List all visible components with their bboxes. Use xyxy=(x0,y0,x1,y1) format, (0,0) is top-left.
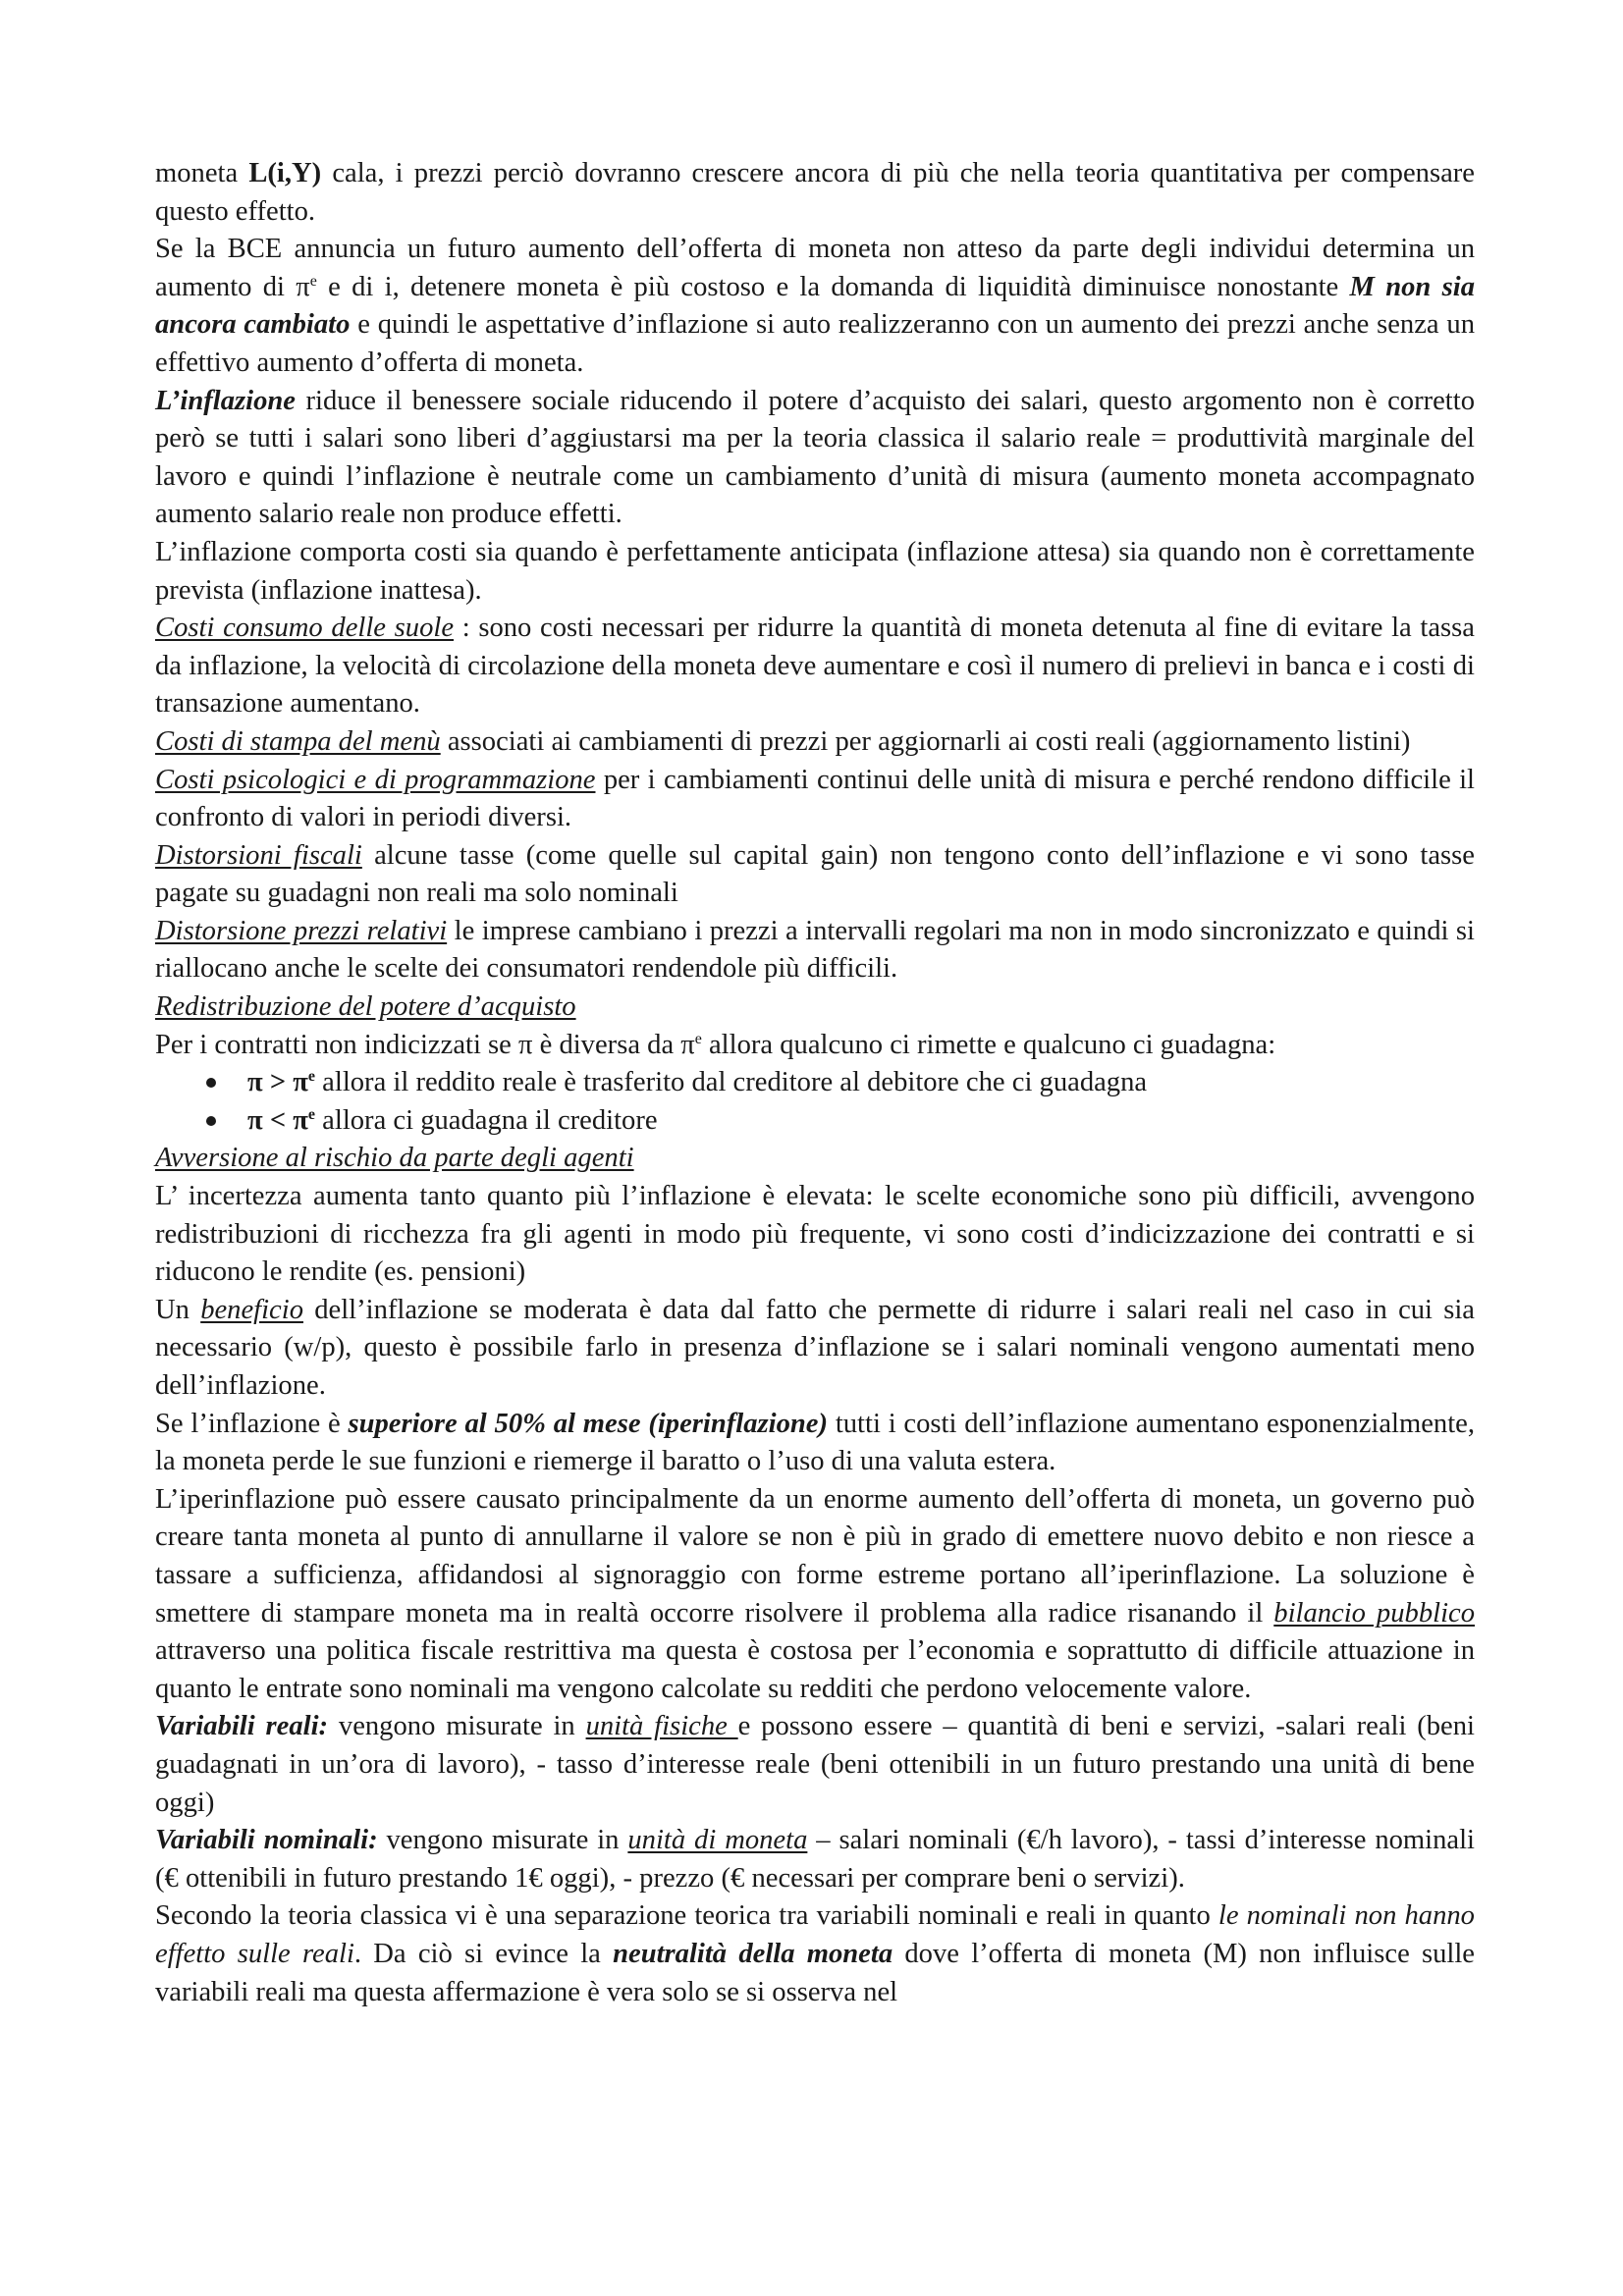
text: Per i contratti non indicizzati se π è diversa da π xyxy=(155,1029,695,1060)
text: allora qualcuno ci rimette e qualcuno ci guadagna: xyxy=(701,1029,1276,1060)
emphasis: le nominali non hanno effetto sulle reali xyxy=(155,1900,1475,1969)
text: e quindi le aspettative d’inflazione si auto realizzeranno con un aumento dei prezzi anche senza un effettivo aumento d’offerta di moneta. xyxy=(155,309,1475,378)
text: associati ai cambiamenti di prezzi per aggiornarli ai costi reali (aggiornamento listini) xyxy=(440,725,1411,757)
bullet-icon xyxy=(206,1078,216,1088)
paragraph-hyperinflation-causes xyxy=(155,1481,1475,1709)
text: Secondo la teoria classica vi è una separazione teorica tra variabili nominali e reali in quanto xyxy=(155,1900,1218,1932)
superscript: e xyxy=(307,1105,316,1123)
bullet-icon xyxy=(206,1116,216,1126)
paragraph-nominal-variables xyxy=(155,1822,1475,1897)
paragraph-hyperinflation xyxy=(155,1406,1475,1481)
text: moneta xyxy=(155,158,249,188)
superscript: e xyxy=(307,1068,316,1086)
emphasis: M non sia ancora cambiato xyxy=(155,271,1475,341)
text: allora ci guadagna il creditore xyxy=(315,1104,658,1136)
term-nominal-variables: Variabili nominali: xyxy=(155,1825,378,1856)
paragraph-relative-prices xyxy=(155,913,1475,988)
paragraph-shoe-leather-costs xyxy=(155,610,1475,723)
term-relative-prices: Distorsione prezzi relativi xyxy=(155,915,448,946)
text: Se l’inflazione è xyxy=(155,1408,349,1439)
term-risk-aversion: Avversione al rischio da parte degli agenti xyxy=(155,1143,634,1174)
document-page xyxy=(155,155,1475,2011)
term-benefit: beneficio xyxy=(200,1294,303,1325)
paragraph-inflation-costs: L’inflazione comporta costi sia quando è perfettamente anticipata (inflazione attesa) sia quando non è correttamente prevista (inflazione inattesa). xyxy=(155,536,1475,606)
paragraph-menu-costs xyxy=(155,723,1475,762)
paragraph-unindexed-contracts xyxy=(155,1027,1475,1065)
text: e possono essere – quantità di beni e servizi, -salari reali (beni guadagnati in un’ora di lavoro), - tasso d’interesse reale (beni ottenibili in un futuro prestando una unità di bene oggi) xyxy=(155,1711,1475,1818)
text: dove l’offerta di moneta (M) non influisce sulle variabili reali ma questa affermazione è vera solo se si osserva nel xyxy=(155,1938,1476,2007)
text: allora il reddito reale è trasferito dal creditore al debitore che ci guadagna xyxy=(315,1067,1148,1098)
emphasis: superiore al 50% al mese (iperinflazione) xyxy=(348,1408,829,1439)
text: tutti i costi dell’inflazione aumentano esponenzialmente, la moneta perde le sue funzioni e riemerge il baratto o l’uso di una valuta estera. xyxy=(155,1408,1475,1477)
bullet-list xyxy=(155,1064,1475,1140)
paragraph-classical-dichotomy xyxy=(155,1897,1475,2011)
text: riduce il benessere sociale riducendo il potere d’acquisto dei salari, questo argomento non è corretto però se tutti i salari sono liberi d’aggiustarsi ma per la teoria classica il salario reale = produttività marginale del lavoro e quindi l’inflazione è neutrale come un cambiamento d’unità di misura (aumento moneta accompagnato aumento salario reale non produce effetti. xyxy=(155,385,1475,530)
text: vengono misurate in xyxy=(377,1825,628,1856)
heading-redistribution xyxy=(155,988,1475,1027)
superscript: e xyxy=(309,272,317,290)
superscript: e xyxy=(694,1030,702,1047)
paragraph-benefit xyxy=(155,1292,1475,1406)
term-shoe-leather: Costi consumo delle suole xyxy=(155,613,455,644)
paragraph-uncertainty: L’ incertezza aumenta tanto quanto più l’inflazione è elevata: le scelte economiche sono più difficili, avvengono redistribuzioni di ricchezza fra gli agenti in modo più frequente, vi sono costi d’indicizzazione dei contratti e si riducono le rendite (es. pensioni) xyxy=(155,1181,1475,1288)
term-money-neutrality: neutralità della moneta xyxy=(613,1938,893,1969)
term-fiscal-distortions: Distorsioni fiscali xyxy=(155,839,362,871)
text: vengono misurate in xyxy=(328,1711,586,1742)
text: alcune tasse (come quelle sul capital gain) non tengono conto dell’inflazione e vi sono tasse pagate su guadagni non reali ma solo nominali xyxy=(155,839,1475,909)
text: . Da ciò si evince la xyxy=(353,1938,614,1969)
paragraph-psychological-costs xyxy=(155,762,1475,837)
list-item xyxy=(155,1064,1475,1102)
text: L’iperinflazione può essere causato principalmente da un enorme aumento dell’offerta di moneta, un governo può creare tanta moneta al punto di annullarne il valore se non è più in grado di emettere nuovo debito e non riesce a tassare a sufficienza, affidandosi al signoraggio con forme estreme portano all’iperinflazione. La soluzione è smettere di stampare moneta ma in realtà occorre risolvere il problema alla radice risanando il xyxy=(155,1483,1475,1629)
term-public-budget: bilancio pubblico xyxy=(1273,1597,1475,1629)
text: cala, i prezzi perciò dovranno crescere ancora di più che nella teoria quantitativa per compensare questo effetto. xyxy=(155,158,1475,227)
formula-liquidity-demand: L(i,Y) xyxy=(248,158,322,188)
term-menu-costs: Costi di stampa del menù xyxy=(155,725,441,757)
text: dell’inflazione se moderata è data dal fatto che permette di ridurre i salari reali nel caso in cui sia necessario (w/p), questo è possibile farlo in presenza d’inflazione se i salari nominali vengono aumentati meno dell’inflazione. xyxy=(155,1294,1475,1401)
list-item xyxy=(155,1102,1475,1141)
paragraph-money-demand xyxy=(155,155,1475,231)
term-inflation: L’inflazione xyxy=(155,385,296,416)
term-money-units: unità di moneta xyxy=(627,1825,808,1856)
paragraph-fiscal-distortions xyxy=(155,837,1475,913)
text: e di i, detenere moneta è più costoso e la domanda di liquidità diminuisce nonostante xyxy=(316,271,1350,302)
term-psychological-costs: Costi psicologici e di programmazione xyxy=(155,764,596,795)
term-redistribution: Redistribuzione del potere d’acquisto xyxy=(155,991,576,1023)
text: le imprese cambiano i prezzi a intervalli regolari ma non in modo sincronizzato e quindi si riallocano anche le scelte dei consumatori rendendole più difficili. xyxy=(155,915,1475,985)
term-real-variables: Variabili reali: xyxy=(155,1711,329,1742)
text: : sono costi necessari per ridurre la quantità di moneta detenuta al fine di evitare la tassa da inflazione, la velocità di circolazione della moneta deve aumentare e così il numero di prelievi in banca e i costi di transazione aumentano. xyxy=(155,613,1475,720)
paragraph-real-variables xyxy=(155,1708,1475,1822)
formula: π < π xyxy=(247,1104,308,1136)
text: per i cambiamenti continui delle unità di misura e perché rendono difficile il confronto di valori in periodi diversi. xyxy=(155,764,1475,833)
text: – salari nominali (€/h lavoro), - tassi d’interesse nominali (€ ottenibili in futuro prestando 1€ oggi), - prezzo (€ necessari per comprare beni o servizi). xyxy=(155,1825,1475,1894)
heading-risk-aversion xyxy=(155,1140,1475,1178)
text: Se la BCE annuncia un futuro aumento dell’offerta di moneta non atteso da parte degli individui determina un aumento di π xyxy=(155,234,1475,302)
paragraph-bce-announcement xyxy=(155,231,1475,382)
text: Un xyxy=(155,1294,201,1325)
paragraph-inflation-welfare xyxy=(155,383,1475,534)
formula: π > π xyxy=(247,1067,308,1098)
text: attraverso una politica fiscale restrittiva ma questa è costosa per l’economia e soprattutto di difficile attuazione in quanto le entrate sono nominali ma vengono calcolate su redditi che perdono velocemente valore. xyxy=(155,1635,1475,1704)
term-physical-units: unità fisiche xyxy=(585,1711,738,1742)
